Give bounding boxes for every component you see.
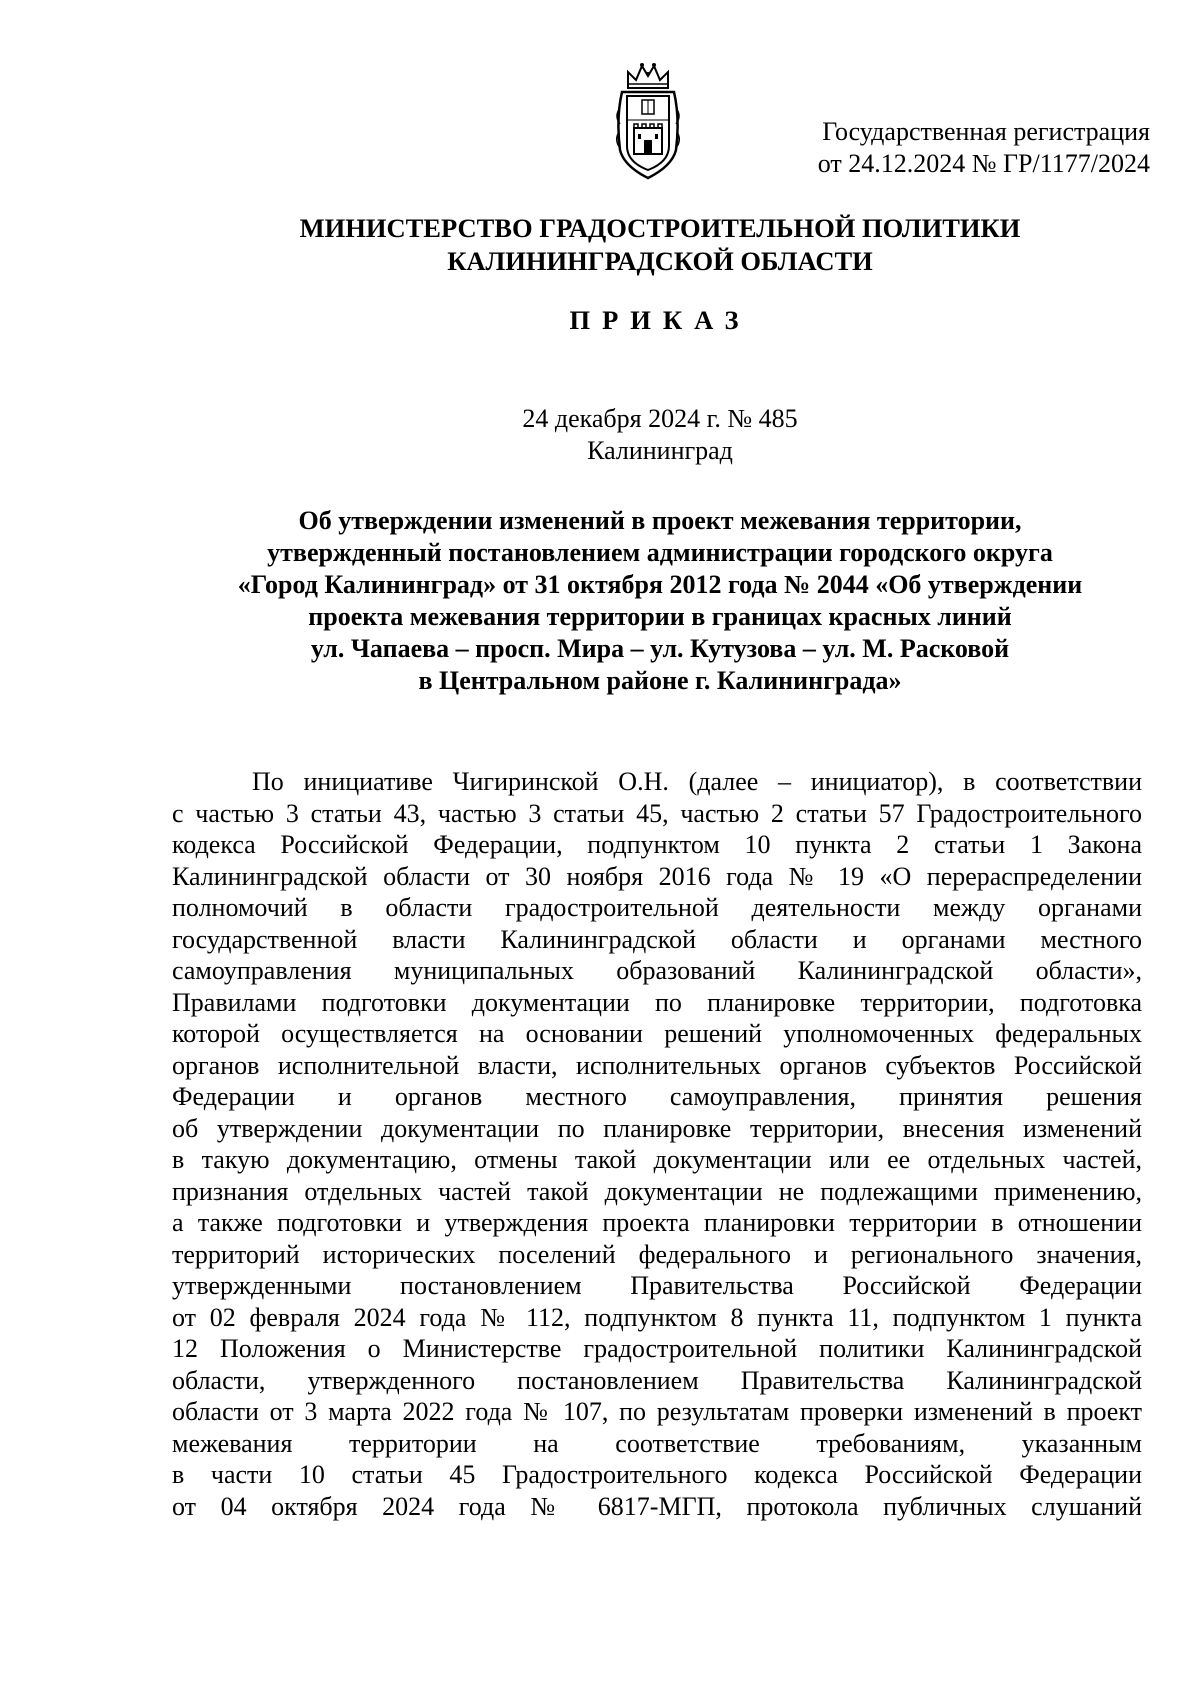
registration-line-1: Государственная регистрация	[822, 117, 1150, 146]
body-line: признания отдельных частей такой документации не подлежащими применению,	[172, 1176, 1142, 1206]
body-line: межевания территории на соответствие требованиям, указанным	[172, 1428, 1142, 1458]
body-line: Правилами подготовки документации по планировке территории, подготовка	[172, 987, 1142, 1017]
order-title: ПРИКАЗ	[569, 305, 751, 335]
subject-line: Об утверждении изменений в проект межевания территории,	[298, 506, 1022, 535]
registration-line-2: от 24.12.2024 № ГР/1177/2024	[817, 149, 1150, 178]
subject-line: «Город Калининград» от 31 октября 2012 года № 2044 «Об утверждении	[237, 570, 1083, 599]
body-line: области от 3 марта 2022 года № 107, по результатам проверки изменений в проект	[172, 1397, 1142, 1426]
body-line: Калининградской области от 30 ноября 2016 года № 19 «О перераспределении	[172, 861, 1142, 891]
body-line: которой осуществляется на основании решений уполномоченных федеральных	[172, 1019, 1142, 1048]
body-line: области, утвержденного постановлением Правительства Калининградской	[172, 1365, 1142, 1395]
body-line: государственной власти Калининградской области и органами местного	[172, 924, 1142, 954]
kaliningrad-coat-of-arms-icon	[614, 58, 682, 183]
coat-of-arms	[614, 58, 682, 183]
body-line: самоуправления муниципальных образований Калининградской области»,	[172, 956, 1142, 985]
body-line: а также подготовки и утверждения проекта планировки территории в отношении	[172, 1208, 1142, 1237]
body-line: По инициативе Чигиринской О.Н. (далее – инициатор), в соответствии	[252, 767, 1142, 796]
body-line: от 04 октября 2024 года № 6817-МГП, протокола публичных слушаний	[172, 1491, 1142, 1521]
body-line: Федерации и органов местного самоуправления, принятия решения	[172, 1082, 1142, 1111]
body-line: утвержденными постановлением Правительства Российской Федерации	[172, 1271, 1142, 1300]
body-line: полномочий в области градостроительной деятельности между органами	[172, 893, 1142, 922]
body-line: органов исполнительной власти, исполнительных органов субъектов Российской	[172, 1050, 1142, 1080]
body-line: территорий исторических поселений федерального и регионального значения,	[172, 1239, 1142, 1269]
order-subject	[100, 505, 1200, 697]
order-body-text	[172, 766, 1142, 1522]
subject-line: в Центральном районе г. Калининграда»	[418, 666, 902, 695]
order-date-number: 24 декабря 2024 г. № 485	[522, 404, 798, 433]
body-line: в такую документацию, отмены такой документации или ее отдельных частей,	[172, 1145, 1142, 1174]
ministry-line-2: КАЛИНИНГРАДСКОЙ ОБЛАСТИ	[447, 246, 873, 276]
body-line: от 02 февраля 2024 года № 112, подпунктом 8 пункта 11, подпунктом 1 пункта	[172, 1302, 1142, 1332]
body-line: об утверждении документации по планировке территории, внесения изменений	[172, 1113, 1142, 1143]
order-date-block	[100, 403, 1200, 467]
ministry-name	[100, 212, 1200, 278]
registration-stamp	[770, 116, 1150, 180]
body-line: в части 10 статьи 45 Градостроительного кодекса Российской Федерации	[172, 1460, 1142, 1489]
body-line: кодекса Российской Федерации, подпунктом 10 пункта 2 статьи 1 Закона	[172, 830, 1142, 859]
subject-line: утвержденный постановлением администрации городского округа	[267, 538, 1053, 567]
ministry-line-1: МИНИСТЕРСТВО ГРАДОСТРОИТЕЛЬНОЙ ПОЛИТИКИ	[299, 213, 1021, 243]
order-city: Калининград	[587, 436, 733, 465]
body-line: с частью 3 статьи 43, частью 3 статьи 45, частью 2 статьи 57 Градостроительного	[172, 798, 1142, 828]
body-line: 12 Положения о Министерстве градостроительной политики Калининградской	[172, 1334, 1142, 1363]
subject-line: ул. Чапаева – просп. Мира – ул. Кутузова – ул. М. Расковой	[310, 634, 1010, 663]
subject-line: проекта межевания территории в границах красных линий	[308, 602, 1012, 631]
